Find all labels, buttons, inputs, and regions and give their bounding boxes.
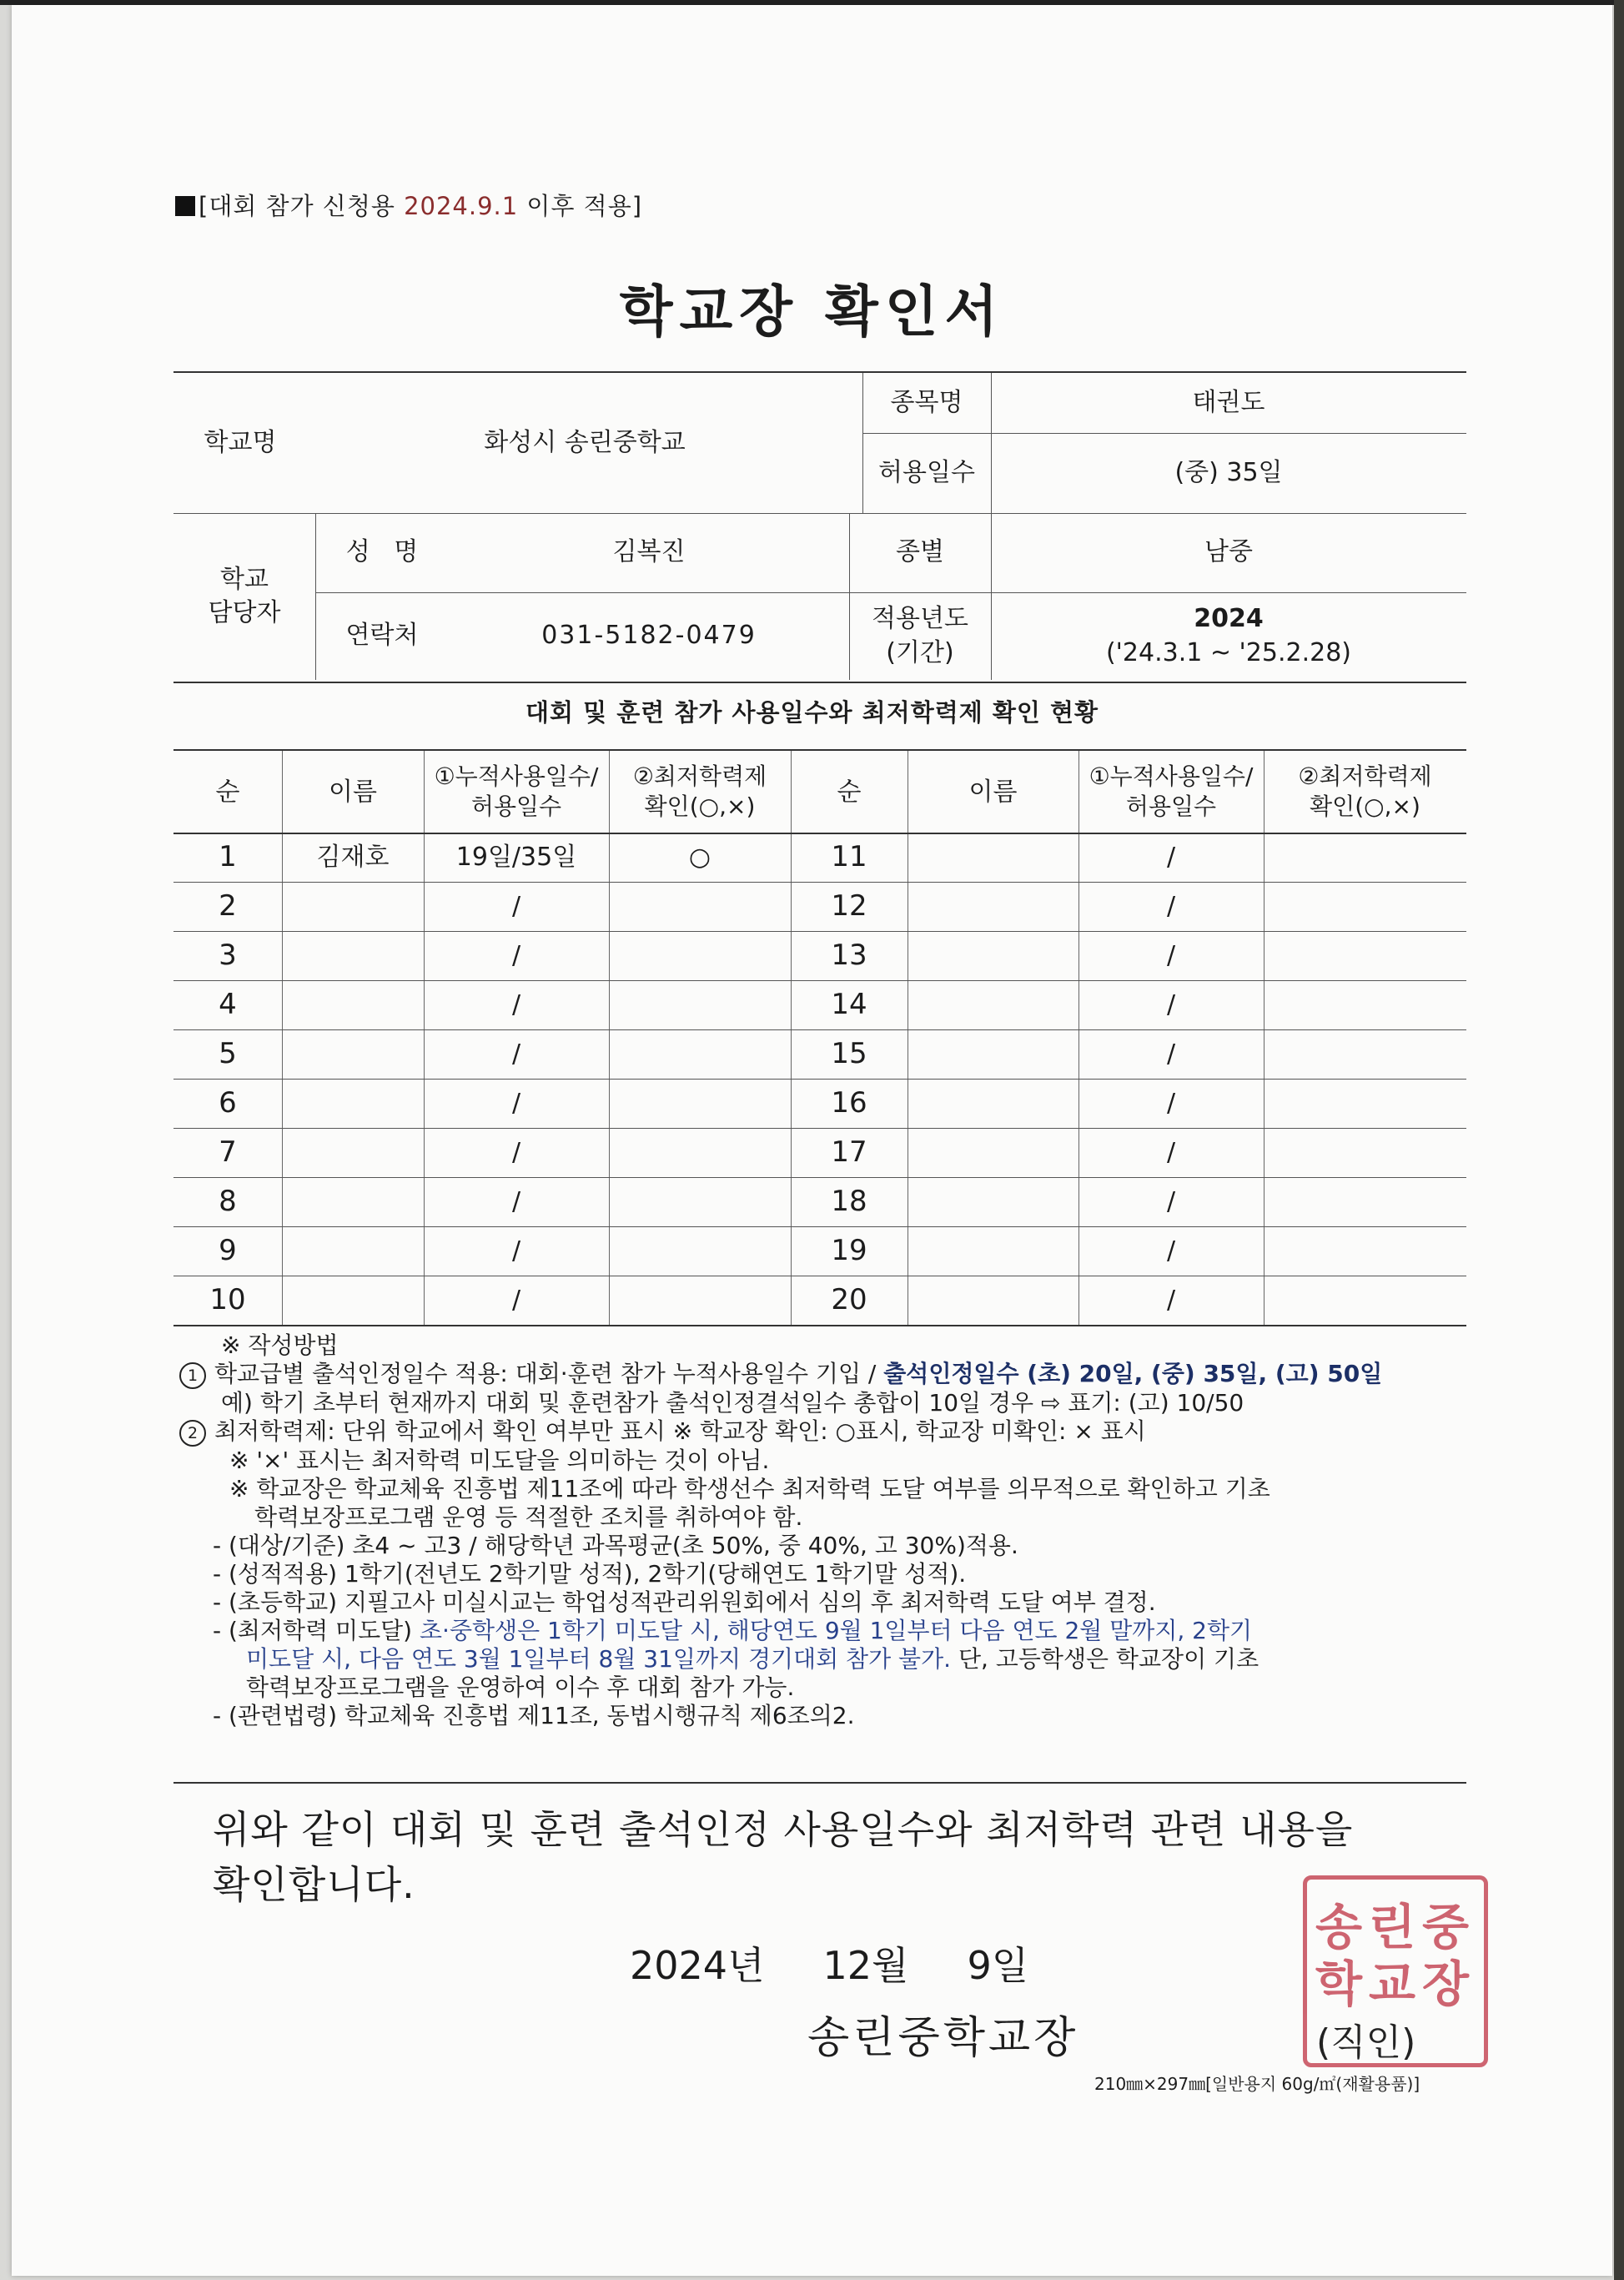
circled-number-icon: 1 [179, 1362, 206, 1389]
note-grades: - (성적적용) 1학기(전년도 2학기말 성적), 2학기(당해연도 1학기말 성적). [213, 1560, 967, 1588]
roster-cell-check [1264, 1177, 1466, 1226]
roster-cell-num: 4 [219, 988, 237, 1022]
school-name-value: 화성시 송린중학교 [484, 427, 686, 457]
roster-cell-days: / [511, 1089, 521, 1118]
note-2-sub-2b: 학력보장프로그램 운영 등 적절한 조치를 취하여야 함. [254, 1503, 803, 1531]
roster-cell-name [282, 882, 424, 931]
roster-cell-check [1264, 1226, 1466, 1276]
roster-cell-days: / [1166, 1236, 1176, 1266]
roster-cell-name [282, 1079, 424, 1128]
roster-cell-days: / [511, 892, 521, 921]
instructions-section [179, 1331, 1481, 1730]
note-2-sub-2a: ※ 학교장은 학교체육 진흥법 제11조에 따라 학생선수 최저학력 도달 여부를 의무적으로 확인하고 기초 [229, 1475, 1270, 1502]
effective-date: 2024.9.1 [404, 192, 519, 220]
roster-cell-name [908, 1079, 1078, 1128]
applicability-tag: [대회 참가 신청용 2024.9.1 이후 적용] [175, 188, 642, 222]
roster-cell-check [1264, 1079, 1466, 1128]
roster-cell-num: 7 [219, 1135, 237, 1170]
roster-cell-check [1264, 1276, 1466, 1325]
confirmation-statement: 위와 같이 대회 및 훈련 출석인정 사용일수와 최저학력 관련 내용을 확인합니다. [213, 1807, 1354, 1907]
roster-cell-num: 1 [219, 840, 237, 874]
roster-cell-num: 5 [219, 1037, 237, 1071]
note-elementary: - (초등학교) 지필고사 미실시교는 학업성적관리위원회에서 심의 후 최저학력 도달 여부 결정. [213, 1588, 1156, 1616]
roster-cell-days: / [1166, 941, 1176, 970]
roster-cell-check [609, 1177, 791, 1226]
school-info-table [173, 371, 1466, 683]
roster-cell-num: 8 [219, 1185, 237, 1219]
note-1: 1 학교급별 출석인정일수 적용: 대회·훈련 참가 누적사용일수 기입 / 출석인정일수 (초) 20일, (중) 35일, (고) 50일 [179, 1360, 1481, 1389]
roster-cell-name [908, 1226, 1078, 1276]
roster-cell-days: / [511, 1187, 521, 1216]
roster-cell-name [908, 1177, 1078, 1226]
apply-year-label: 적용년도 (기간) [872, 604, 968, 667]
roster-cell-days: / [511, 990, 521, 1019]
date-year: 2024년 [630, 1943, 765, 1988]
roster-cell-num: 3 [219, 939, 237, 973]
roster-cell-name [908, 931, 1078, 980]
principal-name: 송린중학교장 [807, 2013, 1079, 2063]
instructions-heading: ※ 작성방법 [221, 1331, 339, 1359]
header-check-left: ②최저학력제 확인(○,×) [632, 762, 767, 820]
header-days-left: ①누적사용일수/ 허용일수 [434, 762, 599, 820]
school-name-label: 학교명 [204, 427, 277, 457]
note-minimum-unmet-3: 학력보장프로그램을 운영하여 이수 후 대회 참가 가능. [246, 1674, 795, 1701]
roster-cell-days: / [511, 941, 521, 970]
roster-cell-days: / [1166, 843, 1176, 872]
roster-cell-num: 2 [219, 889, 237, 924]
roster-cell-check [609, 1226, 791, 1276]
roster-cell-num: 20 [831, 1283, 867, 1317]
apply-year-value [991, 592, 1466, 680]
official-seal-stamp: 송 린 중 학 교 장 [1303, 1875, 1488, 2067]
header-name-left: 이름 [329, 777, 377, 807]
roster-heading: 대회 및 훈련 참가 사용일수와 최저학력제 확인 현황 [525, 698, 1099, 727]
contact-name-value: 김복진 [612, 537, 686, 567]
roster-cell-num: 15 [831, 1037, 867, 1071]
roster-cell-days: / [1166, 1286, 1176, 1315]
roster-cell-check [609, 1128, 791, 1177]
roster-cell-num: 17 [831, 1135, 867, 1170]
roster-cell-check [1264, 1029, 1466, 1079]
issue-date [630, 1935, 1028, 1991]
roster-cell-days: / [1166, 1039, 1176, 1069]
roster-cell-check [1264, 980, 1466, 1029]
roster-cell-days: 19일/35일 [455, 843, 577, 872]
roster-cell-days: / [1166, 1187, 1176, 1216]
section-divider [173, 1782, 1466, 1784]
roster-cell-name [282, 931, 424, 980]
roster-cell-num: 13 [831, 939, 867, 973]
roster-cell-check [609, 1029, 791, 1079]
roster-cell-name [908, 980, 1078, 1029]
note-1-example: 예) 학기 초부터 현재까지 대회 및 훈련참가 출석인정결석일수 총합이 10일 경우 ⇨ 표기: (고) 10/50 [221, 1389, 1244, 1417]
roster-cell-days: / [511, 1286, 521, 1315]
note-minimum-unmet: - (최저학력 미도달) 초·중학생은 1학기 미도달 시, 해당연도 9월 1일부터 다음 연도 2월 말까지, 2학기 [213, 1617, 1253, 1644]
roster-cell-check [1264, 833, 1466, 882]
roster-cell-name [282, 1029, 424, 1079]
roster-cell-name [282, 1128, 424, 1177]
header-days-right: ①누적사용일수/ 허용일수 [1089, 762, 1254, 820]
roster-cell-name [908, 1128, 1078, 1177]
header-num-right: 순 [837, 777, 862, 807]
roster-cell-num: 18 [831, 1185, 867, 1219]
roster-cell-days: / [511, 1236, 521, 1266]
roster-cell-name [282, 980, 424, 1029]
roster-cell-check [609, 931, 791, 980]
roster-cell-check [1264, 882, 1466, 931]
category-label: 종별 [896, 537, 944, 567]
roster-cell-days: / [1166, 892, 1176, 921]
roster-cell-check [1264, 1128, 1466, 1177]
header-num-left: 순 [215, 777, 240, 807]
roster-cell-num: 19 [831, 1234, 867, 1268]
roster-cell-check: ○ [688, 843, 711, 872]
roster-cell-num: 10 [209, 1283, 246, 1317]
header-check-right: ②최저학력제 확인(○,×) [1298, 762, 1432, 820]
event-value: 태권도 [1192, 387, 1265, 417]
category-value: 남중 [1204, 537, 1253, 567]
roster-cell-num: 16 [831, 1086, 867, 1120]
square-bullet-icon [175, 196, 195, 216]
paper-spec-footer: 210㎜×297㎜[일반용지 60g/㎡(재활용품)] [1094, 2074, 1420, 2094]
allowed-days-label: 허용일수 [878, 457, 975, 487]
roster-cell-check [609, 1276, 791, 1325]
roster-cell-days: / [511, 1039, 521, 1069]
roster-cell-num: 12 [831, 889, 867, 924]
roster-cell-check [609, 1079, 791, 1128]
roster-cell-check [609, 882, 791, 931]
roster-cell-days: / [1166, 990, 1176, 1019]
roster-cell-name [282, 1276, 424, 1325]
roster-cell-name [908, 1276, 1078, 1325]
roster-cell-num: 14 [831, 988, 867, 1022]
event-label: 종목명 [890, 387, 963, 417]
circled-number-icon: 2 [179, 1420, 206, 1447]
roster-cell-days: / [1166, 1089, 1176, 1118]
roster-cell-name [908, 833, 1078, 882]
contact-phone-value: 031-5182-0479 [541, 621, 757, 651]
note-target: - (대상/기준) 초4 ~ 고3 / 해당학년 과목평균(초 50%, 중 40%, 고 30%)적용. [213, 1532, 1018, 1559]
contact-name-label: 성 명 [345, 537, 419, 567]
roster-cell-num: 11 [831, 840, 867, 874]
roster-cell-num: 9 [219, 1234, 237, 1268]
apply-year: 2024 [1194, 604, 1264, 633]
contact-phone-label: 연락처 [345, 621, 419, 651]
roster-cell-days: / [1166, 1138, 1176, 1167]
contact-group-label: 학교 담당자 [208, 564, 281, 627]
apply-period: ('24.3.1 ~ '25.2.28) [1105, 637, 1352, 667]
roster-cell-name [908, 882, 1078, 931]
roster-cell-name [908, 1029, 1078, 1079]
roster-cell-check [1264, 931, 1466, 980]
roster-cell-days: / [511, 1138, 521, 1167]
note-legal-basis: - (관련법령) 학교체육 진흥법 제11조, 동법시행규칙 제6조의2. [213, 1702, 855, 1729]
roster-cell-check [609, 980, 791, 1029]
seal-label: (직인) [1316, 2021, 1416, 2064]
roster-cell-name: 김재호 [316, 843, 390, 872]
allowed-days-value: (중) 35일 [1174, 457, 1283, 487]
note-2: 2 최저학력제: 단위 학교에서 확인 여부만 표시 ※ 학교장 확인: ○표시, 학교장 미확인: × 표시 [179, 1417, 1481, 1447]
roster-cell-name [282, 1177, 424, 1226]
header-name-right: 이름 [968, 777, 1018, 807]
date-day: 9일 [967, 1943, 1029, 1988]
note-2-sub-1: ※ '×' 표시는 최저학력 미도달을 의미하는 것이 아님. [229, 1447, 770, 1474]
roster-cell-name [282, 1226, 424, 1276]
participation-roster-table [173, 749, 1466, 1326]
date-month: 12월 [822, 1943, 909, 1988]
document-title: 학교장 확인서 [619, 279, 1005, 344]
note-minimum-unmet-2: 미도달 시, 다음 연도 3월 1일부터 8월 31일까지 경기대회 참가 불가. 단, 고등학생은 학교장이 기초 [246, 1645, 1259, 1673]
roster-cell-num: 6 [219, 1086, 237, 1120]
